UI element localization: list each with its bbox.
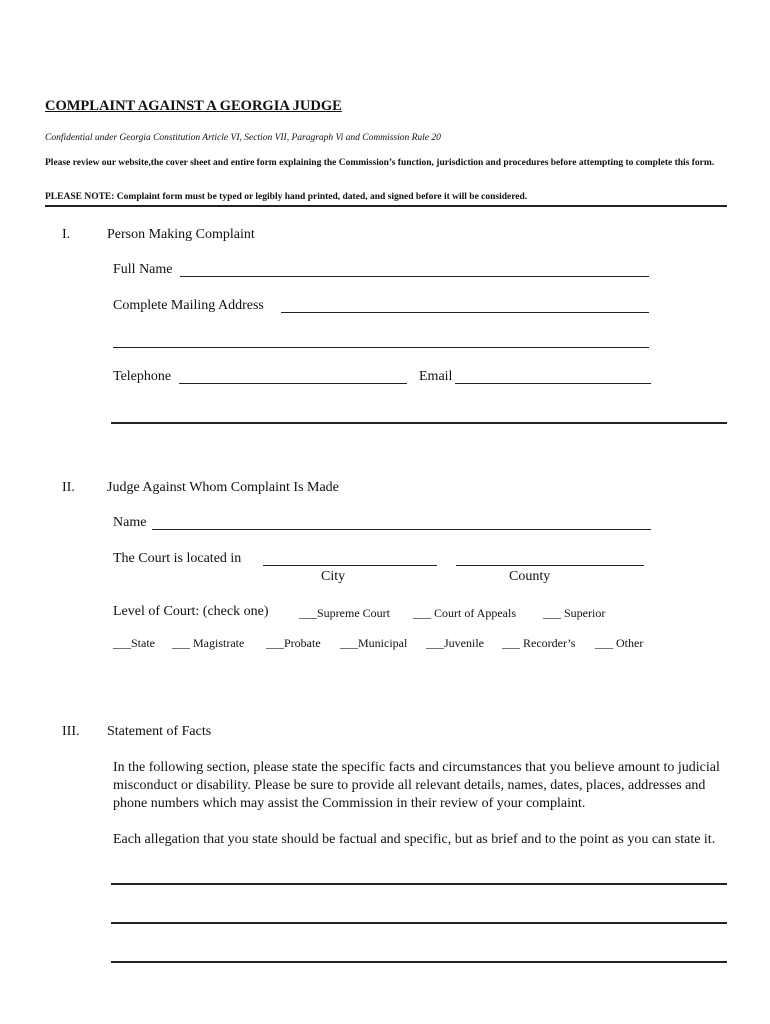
review-instructions: Please review our website,the cover sheet and entire form explaining the Commission’s function, jurisdiction and procedures before attempting to complete this form. — [45, 158, 715, 168]
city-field[interactable] — [263, 565, 437, 566]
email-label: Email — [419, 369, 453, 384]
option-superior[interactable]: ___ Superior — [543, 606, 606, 620]
option-court-of-appeals[interactable]: ___ Court of Appeals — [413, 606, 516, 620]
please-note: PLEASE NOTE: Complaint form must be typed or legibly hand printed, dated, and signed before it will be considered. — [45, 192, 528, 202]
telephone-field[interactable] — [179, 383, 407, 384]
section-3-title: Statement of Facts — [107, 724, 212, 739]
section-2-number: II. — [62, 480, 75, 495]
court-level-label: Level of Court: (check one) — [113, 604, 269, 619]
mailing-address-field[interactable] — [281, 312, 649, 313]
statement-line-2[interactable] — [111, 922, 727, 924]
confidentiality-note: Confidential under Georgia Constitution Article VI, Section VII, Paragraph Vi and Commission Rule 20 — [45, 133, 441, 143]
county-caption: County — [509, 569, 551, 584]
statement-line-3[interactable] — [111, 961, 727, 963]
allegation-instructions: Each allegation that you state should be factual and specific, but as brief and to the point as you can state it. — [113, 832, 716, 847]
option-recorders[interactable]: ___ Recorder’s — [502, 636, 576, 650]
full-name-label: Full Name — [113, 262, 173, 277]
city-caption: City — [321, 569, 346, 584]
section-1-number: I. — [62, 227, 71, 242]
mailing-address-label: Complete Mailing Address — [113, 298, 264, 313]
judge-name-field[interactable] — [152, 529, 651, 530]
option-probate[interactable]: ___Probate — [266, 636, 321, 650]
judge-name-label: Name — [113, 515, 147, 530]
court-location-label: The Court is located in — [113, 551, 242, 566]
option-other[interactable]: ___ Other — [595, 636, 644, 650]
option-juvenile[interactable]: ___Juvenile — [426, 636, 484, 650]
section-3-number: III. — [62, 724, 80, 739]
form-title: COMPLAINT AGAINST A GEORGIA JUDGE — [45, 98, 342, 114]
option-state[interactable]: ___State — [113, 636, 155, 650]
section-1-title: Person Making Complaint — [107, 227, 255, 242]
mailing-address-field-line-2[interactable] — [113, 347, 649, 348]
full-name-field[interactable] — [180, 276, 649, 277]
telephone-label: Telephone — [113, 369, 172, 384]
option-supreme-court[interactable]: ___Supreme Court — [299, 606, 390, 620]
section-2-title: Judge Against Whom Complaint Is Made — [107, 480, 339, 495]
statement-line-1[interactable] — [111, 883, 727, 885]
email-field[interactable] — [455, 383, 651, 384]
option-municipal[interactable]: ___Municipal — [340, 636, 408, 650]
header-divider — [45, 205, 727, 207]
option-magistrate[interactable]: ___ Magistrate — [172, 636, 245, 650]
county-field[interactable] — [456, 565, 644, 566]
section-1-divider — [111, 422, 727, 424]
statement-instructions: In the following section, please state the specific facts and circumstances that you believe amount to judicial misconduct or disability. Please be sure to provide all relevant details, names, dates, places, addresses and phone numbers which may assist the Commission in their review of your complaint. — [113, 760, 720, 811]
